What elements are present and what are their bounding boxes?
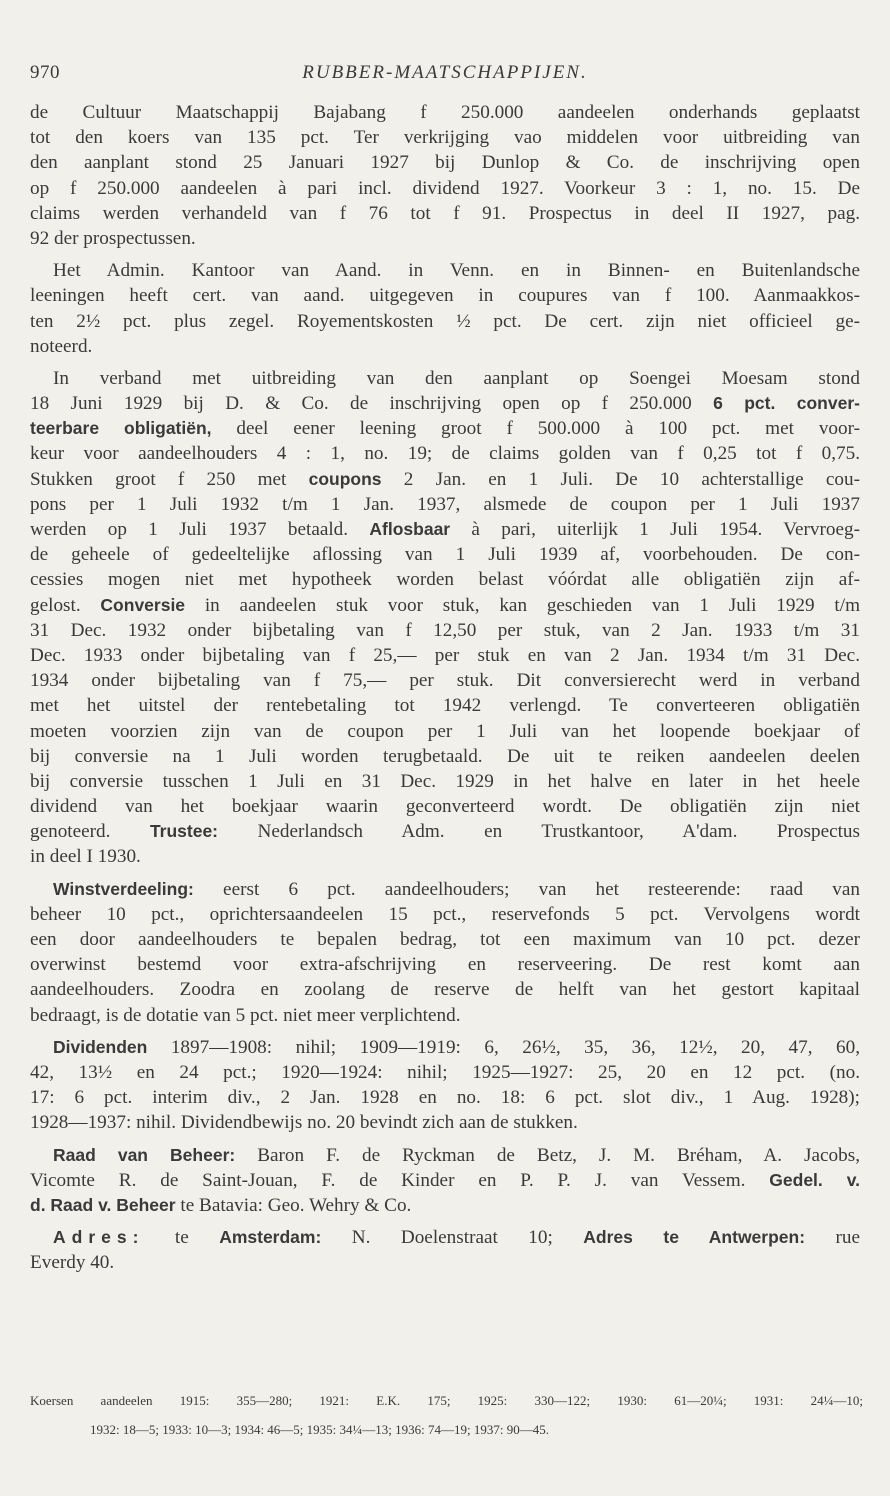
text-run: de Cultuur Maatschappij Bajabang f 250.000 aandeelen onderhands geplaatst [30,102,860,123]
paragraph-gap [30,870,860,877]
text-line [30,1168,860,1193]
text-run: Dec. 1933 onder bijbetaling van f 25,— per stuk en van 2 Jan. 1934 t/m 31 Dec. [30,644,860,666]
text-line [30,1003,860,1028]
text-run: eerst 6 pct. aandeelhouders; van het resteerende: raad van [193,878,860,900]
text-run: 1897—1908: nihil; 1909—1919: 6, 26½, 35, 36, 12½, 20, 47, 60, [147,1036,860,1058]
text-run: gelost. [30,594,101,616]
text-line [30,1225,860,1250]
text-run: in deel I 1930. [30,846,141,868]
paragraph [30,1035,860,1136]
bold-term: 6 pct. conver- [713,393,860,414]
text-line [30,467,860,492]
text-run: noteerd. [30,335,93,357]
text-run: 1928—1937: nihil. Dividendbewijs no. 20 bevindt zich aan de stukken. [30,1112,578,1134]
text-line [30,952,860,977]
text-line [30,1035,860,1060]
text-line [30,100,860,125]
text-line [30,593,860,618]
text-run: beheer 10 pct., oprichtersaandeelen 15 pct., reservefonds 5 pct. Vervolgens wordt [30,903,860,925]
text-run: werden op 1 Juli 1937 betaald. [30,519,370,540]
text-run: 92 der prospectussen. [30,227,196,249]
bold-term: teerbare obligatiën, [30,418,212,439]
text-run: moeten voorzien zijn van de coupon per 1 Juli van het loopende boekjaar of [30,720,860,742]
text-run: 42, 13½ en 24 pct.; 1920—1924: nihil; 1925—1927: 25, 20 en 12 pct. (no. [30,1061,860,1083]
text-run: leeningen heeft cert. van aand. uitgegeven in coupures van f 100. Aanmaakkos- [30,285,860,307]
paragraph [30,877,860,1028]
text-run: dividend van het boekjaar waarin geconverteerd wordt. De obligatiën zijn niet [30,796,860,818]
text-run: bij conversie na 1 Juli worden terugbetaald. De uit te reiken aandeelen deelen [30,745,860,767]
text-run: 17: 6 pct. interim div., 2 Jan. 1928 en no. 18: 6 pct. slot div., 1 Aug. 1928); [30,1087,860,1109]
bold-term: coupons [308,468,382,489]
text-line [30,1110,860,1135]
text-run: te [144,1227,220,1249]
bold-term: Raad van Beheer: [53,1144,236,1165]
bold-term: Adres te Antwerpen: [583,1227,806,1248]
text-run: in aandeelen stuk voor stuk, kan geschieden van 1 Juli 1929 t/m [185,594,860,616]
text-line [30,309,860,334]
text-line [30,877,860,902]
text-run: 31 Dec. 1932 onder bijbetaling van f 12,50 per stuk, van 2 Jan. 1933 t/m 31 [30,619,860,641]
text-run: bij conversie tusschen 1 Juli en 31 Dec. 1929 in het halve en later in het heele [30,770,860,792]
text-line [30,226,860,251]
running-title: RUBBER-MAATSCHAPPIJEN. [302,62,588,83]
text-line [30,902,860,927]
bold-term: Conversie [100,594,186,615]
text-run: Het Admin. Kantoor van Aand. in Venn. en in Binnen- en Buitenlandsche [53,260,860,282]
text-run: deel eener leening groot f 500.000 à 100 pct. met voor- [211,418,860,440]
text-line [30,977,860,1002]
text-run: 18 Juni 1929 bij D. & Co. de inschrijving open op f 250.000 [30,393,714,415]
page-header [30,62,860,88]
text-line [30,201,860,226]
text-run: claims werden verhandeld van f 76 tot f 91. Prospectus in deel II 1927, pag. [30,202,860,224]
paragraph [30,100,860,251]
text-run: Stukken groot f 250 met [30,468,309,490]
text-line [30,719,860,744]
text-run: met het uitstel der rentebetaling tot 1942 verlengd. Te converteeren obligatiën [30,695,860,717]
text-line [30,176,860,201]
text-run: Everdy 40. [30,1252,115,1274]
text-line [30,492,860,517]
text-line [30,1060,860,1085]
text-line [30,258,860,283]
paragraph-gap [30,1136,860,1143]
bold-term: Aflosbaar [369,519,451,539]
text-line [30,794,860,819]
paragraph [30,258,860,359]
text-run: een door aandeelhouders te bepalen bedrag, tot een maximum van 10 pct. dezer [30,929,860,950]
text-line [30,1193,860,1218]
page-number: 970 [30,62,60,83]
text-run: tot den koers van 135 pct. Ter verkrijging vao middelen voor uitbreiding van [30,127,860,149]
text-run: Vicomte R. de Saint-Jouan, F. de Kinder en P. P. J. van Vessem. [30,1169,770,1191]
text-line [30,542,860,567]
text-line [30,668,860,693]
text-run: 1934 onder bijbetaling van f 75,— per stuk. Dit conversierecht werd in verband [30,670,860,692]
text-run: cessies mogen niet met hypotheek worden belast vóórdat alle obligatiën zijn af- [30,569,860,591]
text-run: genoteerd. [30,821,150,843]
paragraph-gap [30,251,860,258]
bold-term: Gedel. v. [769,1169,860,1190]
text-run: pons per 1 Juli 1932 t/m 1 Jan. 1937, alsmede de coupon per 1 Juli 1937 [30,493,860,515]
text-line [30,366,860,391]
paragraph-gap [30,1028,860,1035]
bold-term: Winstverdeeling: [53,878,194,899]
text-run: 2 Jan. en 1 Juli. De 10 achterstallige cou- [381,468,860,490]
text-line [30,618,860,643]
text-line [30,334,860,359]
text-run: In verband met uitbreiding van den aanplant op Soengei Moesam stond [53,367,860,389]
bold-term: Amsterdam: [219,1227,322,1248]
footnote-line: 1932: 18—5; 1933: 10—3; 1934: 46—5; 1935: 34¼—13; 1936: 74—19; 1937: 90—45. [90,1422,549,1437]
text-line [30,844,860,869]
text-line [30,744,860,769]
text-line [30,643,860,668]
paragraph [30,366,860,870]
text-line [30,693,860,718]
text-run: rue [805,1227,860,1249]
text-line [30,1250,860,1275]
text-run: bedraagt, is de dotatie van 5 pct. niet meer verplichtend. [30,1004,461,1026]
footnote-line: Koersen aandeelen 1915: 355—280; 1921: E.K. 175; 1925: 330—122; 1930: 61—20¼; 1931: 24¼—10; [30,1393,863,1408]
text-line [30,517,860,542]
paragraph [30,1225,860,1275]
text-line [30,441,860,466]
text-line [30,416,860,441]
bold-term: Adres: [53,1227,145,1248]
text-line [30,391,860,416]
text-run: de geheele of gedeeltelijke aflossing van 1 Juli 1939 af, voorbehouden. De con- [30,544,860,566]
text-run: Nederlandsch Adm. en Trustkantoor, A'dam. Prospectus [218,821,860,843]
text-line [30,927,860,952]
text-line [30,1085,860,1110]
bold-term: Dividenden [53,1036,148,1057]
bold-term: d. Raad v. Beheer [30,1194,176,1215]
text-run: Baron F. de Ryckman de Betz, J. M. Bréham, A. Jacobs, [235,1144,860,1166]
article-body [30,100,860,1275]
text-run: à pari, uiterlijk 1 Juli 1954. Vervroeg- [450,519,860,540]
text-line [30,125,860,150]
text-line [30,150,860,175]
paragraph [30,1143,860,1219]
text-line [30,819,860,844]
text-line [30,769,860,794]
text-run: ten 2½ pct. plus zegel. Royementskosten ½ pct. De cert. zijn niet officieel ge- [30,310,860,332]
text-run: den aanplant stond 25 Januari 1927 bij Dunlop & Co. de inschrijving open [30,152,860,174]
text-line [30,567,860,592]
text-run: overwinst bestemd voor extra-afschrijving en reserveering. De rest komt aan [30,954,860,976]
text-run: N. Doelenstraat 10; [321,1227,584,1249]
text-run: keur voor aandeelhouders 4 : 1, no. 19; de claims golden van f 0,25 tot f 0,75. [30,443,860,465]
text-run: aandeelhouders. Zoodra en zoolang de reserve de helft van het gestort kapitaal [30,979,860,1001]
text-run: op f 250.000 aandeelen à pari incl. dividend 1927. Voorkeur 3 : 1, no. 15. De [30,177,860,199]
bold-term: Trustee: [149,821,219,842]
text-line [30,1143,860,1168]
paragraph-gap [30,359,860,366]
text-line [30,283,860,308]
share-prices-footnote [30,1386,863,1444]
text-run: te Batavia: Geo. Wehry & Co. [175,1194,412,1216]
paragraph-gap [30,1218,860,1225]
